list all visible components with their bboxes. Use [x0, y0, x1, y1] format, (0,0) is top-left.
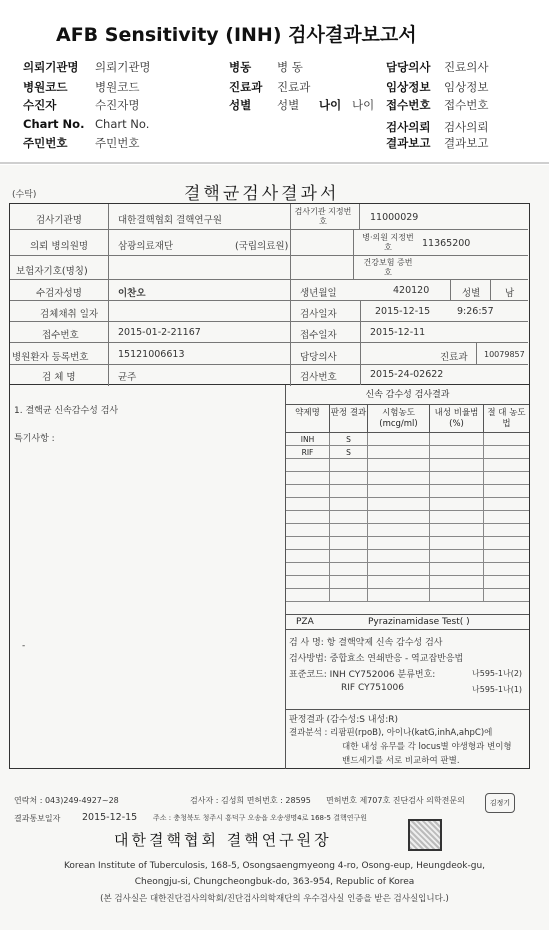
- hospital-code-label: 병원코드: [23, 80, 68, 94]
- doctor-value: 진료의사: [444, 60, 489, 74]
- empty-cell: [368, 459, 430, 472]
- report-date-label: 결과통보일자: [14, 814, 61, 823]
- official-stamp: [408, 819, 442, 851]
- receipt-no-value: 접수번호: [444, 98, 489, 112]
- test-org-value: 대한결핵협회 결핵연구원: [118, 215, 222, 226]
- receipt-no-label-scan: 접수번호: [42, 330, 79, 341]
- method-std-code: 표준코드: INH CY752006 분류번호:: [289, 670, 436, 680]
- empty-cell: [368, 524, 430, 537]
- clinical-info-label: 임상정보: [386, 80, 431, 94]
- grid-row: [10, 365, 528, 385]
- sex-value-scan: 남: [505, 288, 515, 299]
- ward-label: 병동: [229, 60, 252, 74]
- empty-cell: [330, 563, 368, 576]
- empty-cell: [368, 485, 430, 498]
- test-org-id-value: 11000029: [370, 212, 419, 223]
- empty-cell: [368, 537, 430, 550]
- address-kr: 주소 : 충청북도 청주시 흥덕구 오송읍 오송생명4로 168-5 결핵연구원: [153, 814, 368, 822]
- test-request-value: 검사의뢰: [444, 120, 489, 134]
- empty-cell: [368, 563, 430, 576]
- empty-cell: [330, 459, 368, 472]
- empty-cell: [484, 511, 529, 524]
- remarks-label: 특기사항 :: [14, 434, 55, 444]
- dash-mark: -: [22, 641, 26, 651]
- verdict-legend: 판정결과 (감수성:S 내성:R): [289, 715, 399, 725]
- col-resistance-ratio: 내성 비율범(%): [430, 405, 484, 433]
- header-divider: [0, 162, 549, 164]
- empty-cell: [484, 472, 529, 485]
- doctor-label: 담당의사: [386, 60, 431, 74]
- sensitivity-cell: S: [330, 446, 368, 459]
- empty-cell: [430, 498, 484, 511]
- license-info: 면허번호 제707호 진단검사 의학전문의: [326, 796, 465, 805]
- recipient-value: 수진자명: [95, 98, 140, 112]
- birth-value: 420120: [393, 285, 430, 296]
- report-title: 결핵균검사결과서: [184, 184, 340, 204]
- empty-cell: [330, 537, 368, 550]
- empty-cell: [286, 511, 330, 524]
- empty-cell: [330, 472, 368, 485]
- sensitivity-cell: [430, 433, 484, 446]
- sensitivity-cell: [368, 433, 430, 446]
- empty-cell: [286, 472, 330, 485]
- page-title: AFB Sensitivity (INH) 검사결과보고서: [56, 24, 417, 46]
- test-no-label: 검사번호: [300, 372, 337, 383]
- result-report-label: 결과보고: [386, 136, 431, 150]
- empty-cell: [430, 459, 484, 472]
- resident-no-value: 주민번호: [95, 136, 140, 150]
- health-ins-label: 건강보험 증번호: [363, 258, 413, 277]
- empty-cell: [430, 576, 484, 589]
- empty-cell: [430, 485, 484, 498]
- empty-cell: [330, 550, 368, 563]
- empty-cell: [484, 498, 529, 511]
- method-rif-class: 나595-1나(1): [472, 685, 523, 694]
- recipient-label: 수진자: [23, 98, 57, 112]
- empty-cell: [286, 459, 330, 472]
- contact-info: 연락처 : 043)249-4927~28: [14, 796, 119, 805]
- req-hospital-label: 의뢰 병의원명: [30, 241, 89, 252]
- patient-name-value: 이찬오: [118, 288, 146, 299]
- empty-cell: [430, 511, 484, 524]
- sensitivity-cell: [368, 446, 430, 459]
- grid-divider: [108, 204, 109, 386]
- institution-value: 의뢰기관명: [95, 60, 151, 74]
- analysis-line-2: 대한 내성 유무를 각 locus별 야생형과 변이형: [342, 742, 512, 752]
- sex-label-scan: 성별: [462, 288, 481, 299]
- grid-row: [10, 301, 528, 322]
- institution-label: 의뢰기관명: [23, 60, 79, 74]
- scanned-report: [0, 165, 549, 930]
- method-test-name: 검 사 명: 항 결핵약제 신속 감수성 검사: [289, 638, 443, 648]
- empty-cell: [330, 498, 368, 511]
- pza-row: [286, 614, 529, 628]
- info-grid: [9, 203, 530, 385]
- empty-cell: [484, 550, 529, 563]
- doctor-label-scan: 담당의사: [300, 352, 337, 363]
- col-verdict: 판정 결과: [330, 405, 368, 433]
- empty-cell: [484, 576, 529, 589]
- doctor-seal: 김정기: [485, 793, 515, 813]
- method-rif-code: RIF CY751006: [341, 683, 404, 693]
- patient-name-label: 수검자성명: [36, 288, 82, 299]
- certification-note: (본 검사실은 대한진단검사의학회/진단검사의학재단의 우수검사실 인증을 받은 검사실입니다.): [100, 894, 449, 904]
- sensitivity-cell: S: [330, 433, 368, 446]
- method-description: 검사방법: 중합효소 연쇄반응 - 역교잡반응법: [289, 654, 464, 664]
- clinical-info-value: 임상정보: [444, 80, 489, 94]
- empty-cell: [330, 589, 368, 602]
- sensitivity-table: [285, 385, 529, 629]
- empty-cell: [368, 550, 430, 563]
- empty-cell: [484, 459, 529, 472]
- col-absolute: 절 대 농도법: [484, 405, 529, 433]
- empty-cell: [368, 511, 430, 524]
- test-request-label: 검사의뢰: [386, 120, 431, 134]
- test-item: 1. 결핵균 신속감수성 검사: [14, 406, 119, 416]
- address-en-line-1: Korean Institute of Tuberculosis, 168-5, Osongsaengmyeong 4-ro, Osong-eup, Heungdeok-gu,: [63, 861, 486, 871]
- receipt-date-value: 2015-12-11: [370, 327, 426, 338]
- empty-cell: [368, 498, 430, 511]
- pza-label: PZA: [296, 617, 314, 627]
- analysis-line-3: 밴드세기를 서로 비교하여 판별.: [342, 756, 460, 766]
- receipt-date-label: 접수일자: [300, 330, 337, 341]
- empty-cell: [330, 576, 368, 589]
- organization-name: 대한결핵협회 결핵연구원장: [114, 831, 332, 849]
- result-report-value: 결과보고: [444, 136, 489, 150]
- grid-row: [10, 230, 528, 256]
- address-en-line-2: Cheongju-si, Chungcheongbuk-do, 363-954, Republic of Korea: [134, 877, 415, 887]
- grid-divider: [290, 204, 291, 386]
- ward-value: 병 동: [277, 60, 303, 74]
- resident-no-label: 주민번호: [23, 136, 68, 150]
- sensitivity-cell: [484, 433, 529, 446]
- collect-date-label: 검체채취 일자: [40, 309, 99, 320]
- sensitivity-cell: [484, 446, 529, 459]
- grid-divider: [476, 343, 477, 365]
- grid-divider: [359, 204, 360, 230]
- empty-cell: [430, 550, 484, 563]
- method-block: [285, 629, 529, 709]
- birth-label: 생년월일: [300, 288, 337, 299]
- reg-no-label: 병원환자 등록번호: [12, 352, 89, 363]
- dept-label-scan: 진료과: [440, 352, 468, 363]
- tester-info: 검사자 : 김성희 면허번호 : 28595: [190, 796, 311, 805]
- empty-cell: [330, 511, 368, 524]
- chart-no-label: Chart No.: [23, 117, 85, 131]
- empty-cell: [286, 524, 330, 537]
- empty-cell: [484, 537, 529, 550]
- empty-cell: [368, 472, 430, 485]
- report-header: [0, 0, 549, 163]
- empty-cell: [484, 485, 529, 498]
- consignment-tag: (수탁): [12, 190, 37, 200]
- test-org-id-label: 검사기관 지정번호: [294, 207, 352, 226]
- grid-row: [10, 204, 528, 230]
- empty-cell: [368, 576, 430, 589]
- department-value: 진료과: [277, 80, 311, 94]
- sensitivity-heading: 신속 감수성 검사결과: [286, 385, 529, 405]
- sex-label: 성별: [229, 98, 252, 112]
- analysis-line-1: 결과분석 : 리팜핀(rpoB), 아이나(katG,inhA,ahpC)에: [289, 728, 493, 738]
- grid-row: [10, 322, 528, 343]
- grid-divider: [450, 280, 451, 301]
- grid-divider: [360, 301, 361, 385]
- method-std-class: 나595-1나(2): [472, 669, 523, 678]
- grid-row: [10, 343, 528, 365]
- empty-cell: [286, 550, 330, 563]
- report-date: 2015-12-15: [82, 812, 138, 823]
- department-label: 진료과: [229, 80, 263, 94]
- empty-cell: [286, 589, 330, 602]
- empty-cell: [430, 563, 484, 576]
- result-analysis: [285, 709, 529, 769]
- empty-cell: [430, 472, 484, 485]
- grid-divider: [353, 230, 354, 280]
- receipt-no-label: 접수번호: [386, 98, 431, 112]
- empty-cell: [286, 537, 330, 550]
- grid-divider: [490, 280, 491, 301]
- specimen-label: 검 체 명: [42, 372, 76, 383]
- hospital-id-value: 11365200: [422, 238, 471, 249]
- empty-cell: [430, 589, 484, 602]
- chart-no-value: Chart No.: [95, 117, 150, 131]
- test-date-label: 검사일자: [300, 309, 337, 320]
- age-label: 나이: [319, 98, 342, 112]
- test-no-value: 2015-24-02622: [370, 369, 444, 380]
- receipt-no-value-scan: 2015-01-2-21167: [118, 327, 201, 338]
- req-hospital-note: (국립의료원): [235, 241, 289, 252]
- sensitivity-cell: [430, 446, 484, 459]
- empty-cell: [484, 589, 529, 602]
- req-hospital-value: 삼광의료재단: [118, 241, 174, 252]
- test-org-label: 검사기관명: [36, 215, 82, 226]
- empty-cell: [286, 576, 330, 589]
- pza-value: Pyrazinamidase Test( ): [368, 617, 470, 627]
- hospital-code-value: 병원코드: [95, 80, 140, 94]
- dept-value-scan: 10079857: [484, 350, 525, 359]
- age-value: 나이: [352, 98, 375, 112]
- specimen-value: 균주: [118, 372, 137, 383]
- sex-value: 성별: [277, 98, 300, 112]
- col-drug: 약제명: [286, 405, 330, 433]
- empty-cell: [330, 524, 368, 537]
- grid-row: [10, 256, 528, 280]
- hospital-id-label: 병·의원 지정번호: [362, 233, 414, 252]
- empty-cell: [330, 485, 368, 498]
- empty-cell: [430, 537, 484, 550]
- empty-cell: [430, 524, 484, 537]
- empty-cell: [484, 563, 529, 576]
- empty-cell: [286, 498, 330, 511]
- result-panel: [9, 385, 530, 769]
- empty-cell: [368, 589, 430, 602]
- sensitivity-cell: INH: [286, 433, 330, 446]
- empty-cell: [286, 563, 330, 576]
- test-time-value: 9:26:57: [457, 306, 494, 317]
- reg-no-value: 15121006613: [118, 349, 185, 360]
- empty-cell: [286, 485, 330, 498]
- test-date-value: 2015-12-15: [375, 306, 431, 317]
- insurance-label: 보험자기호(명칭): [16, 266, 88, 277]
- empty-cell: [484, 524, 529, 537]
- sensitivity-cell: RIF: [286, 446, 330, 459]
- col-concentration: 시험농도 (mcg/ml): [368, 405, 430, 433]
